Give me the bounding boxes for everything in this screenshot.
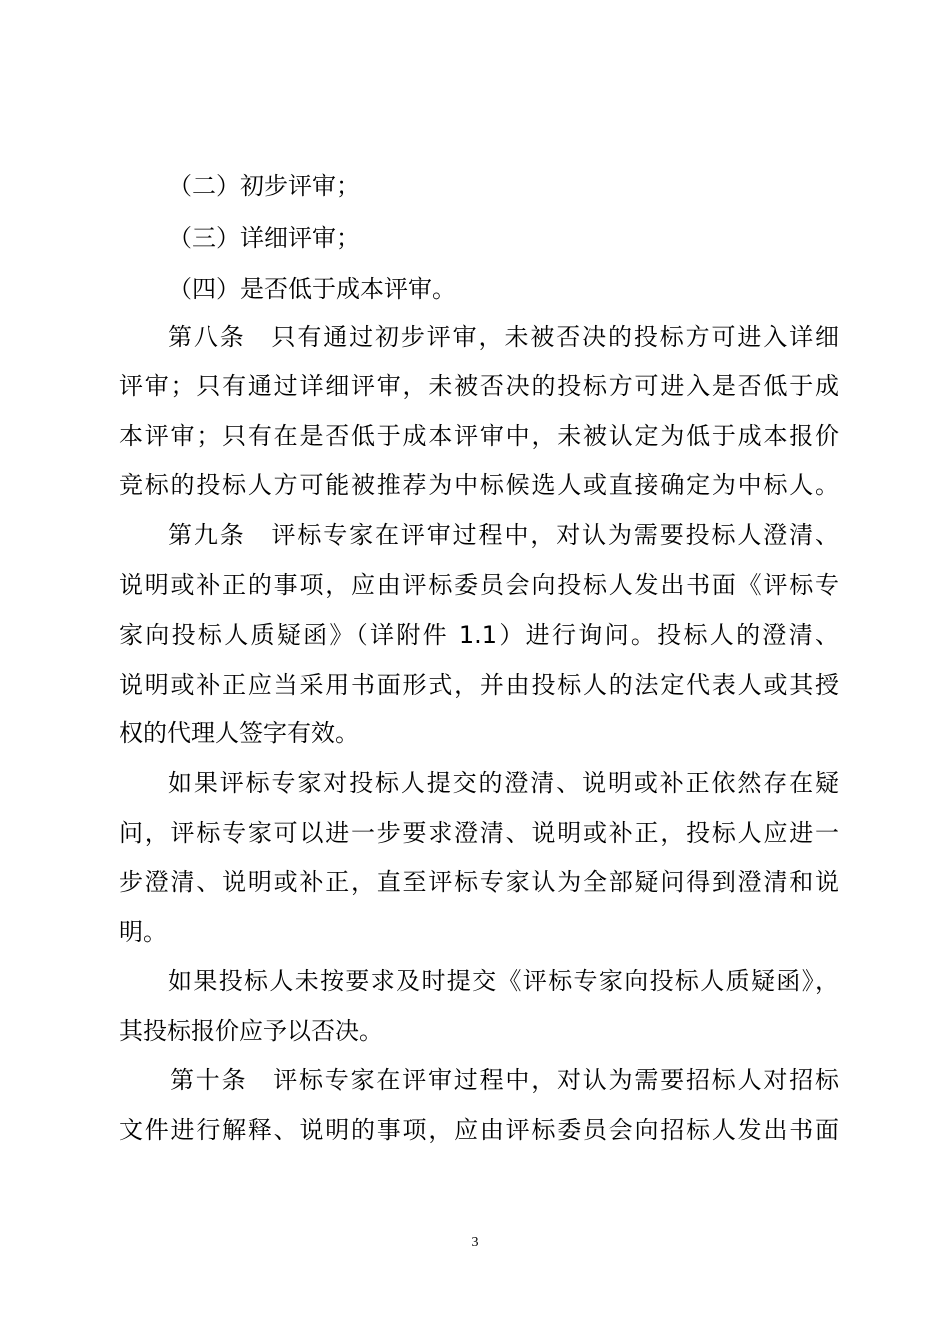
list-item-detailed-review: （三）详细评审； [168, 224, 360, 252]
page-number: 3 [471, 1235, 479, 1250]
rejection-paragraph-line-1: 如果投标人未按要求及时提交《评标专家向投标人质疑函》， [168, 967, 839, 995]
article-8-line-1: 第八条 只有通过初步评审，未被否决的投标方可进入详细 [168, 323, 839, 351]
clarification-paragraph-line-4: 明。 [119, 918, 167, 946]
article-8-line-4: 竞标的投标人方可能被推荐为中标候选人或直接确定为中标人。 [119, 471, 839, 499]
article-8-line-2: 评审；只有通过详细评审，未被否决的投标方可进入是否低于成 [119, 372, 839, 400]
article-9-line-5: 权的代理人签字有效。 [119, 719, 359, 747]
rejection-paragraph-line-2: 其投标报价应予以否决。 [119, 1017, 383, 1045]
article-10-line-1: 第十条 评标专家在评审过程中，对认为需要招标人对招标 [170, 1066, 839, 1094]
list-item-below-cost-review: （四）是否低于成本评审。 [168, 275, 456, 303]
list-item-preliminary-review: （二）初步评审； [168, 172, 360, 200]
article-9-line-1: 第九条 评标专家在评审过程中，对认为需要投标人澄清、 [168, 521, 839, 549]
article-9-line-3: 家向投标人质疑函》（详附件 1.1）进行询问。投标人的澄清、 [119, 621, 839, 649]
clarification-paragraph-line-2: 问，评标专家可以进一步要求澄清、说明或补正，投标人应进一 [119, 819, 839, 847]
clarification-paragraph-line-1: 如果评标专家对投标人提交的澄清、说明或补正依然存在疑 [168, 769, 839, 797]
article-9-line-4: 说明或补正应当采用书面形式，并由投标人的法定代表人或其授 [119, 671, 839, 699]
article-8-line-3: 本评审；只有在是否低于成本评审中，未被认定为低于成本报价 [119, 422, 839, 450]
article-10-line-2: 文件进行解释、说明的事项，应由评标委员会向招标人发出书面 [119, 1116, 839, 1144]
clarification-paragraph-line-3: 步澄清、说明或补正，直至评标专家认为全部疑问得到澄清和说 [119, 868, 839, 896]
article-9-line-2: 说明或补正的事项，应由评标委员会向投标人发出书面《评标专 [119, 571, 839, 599]
